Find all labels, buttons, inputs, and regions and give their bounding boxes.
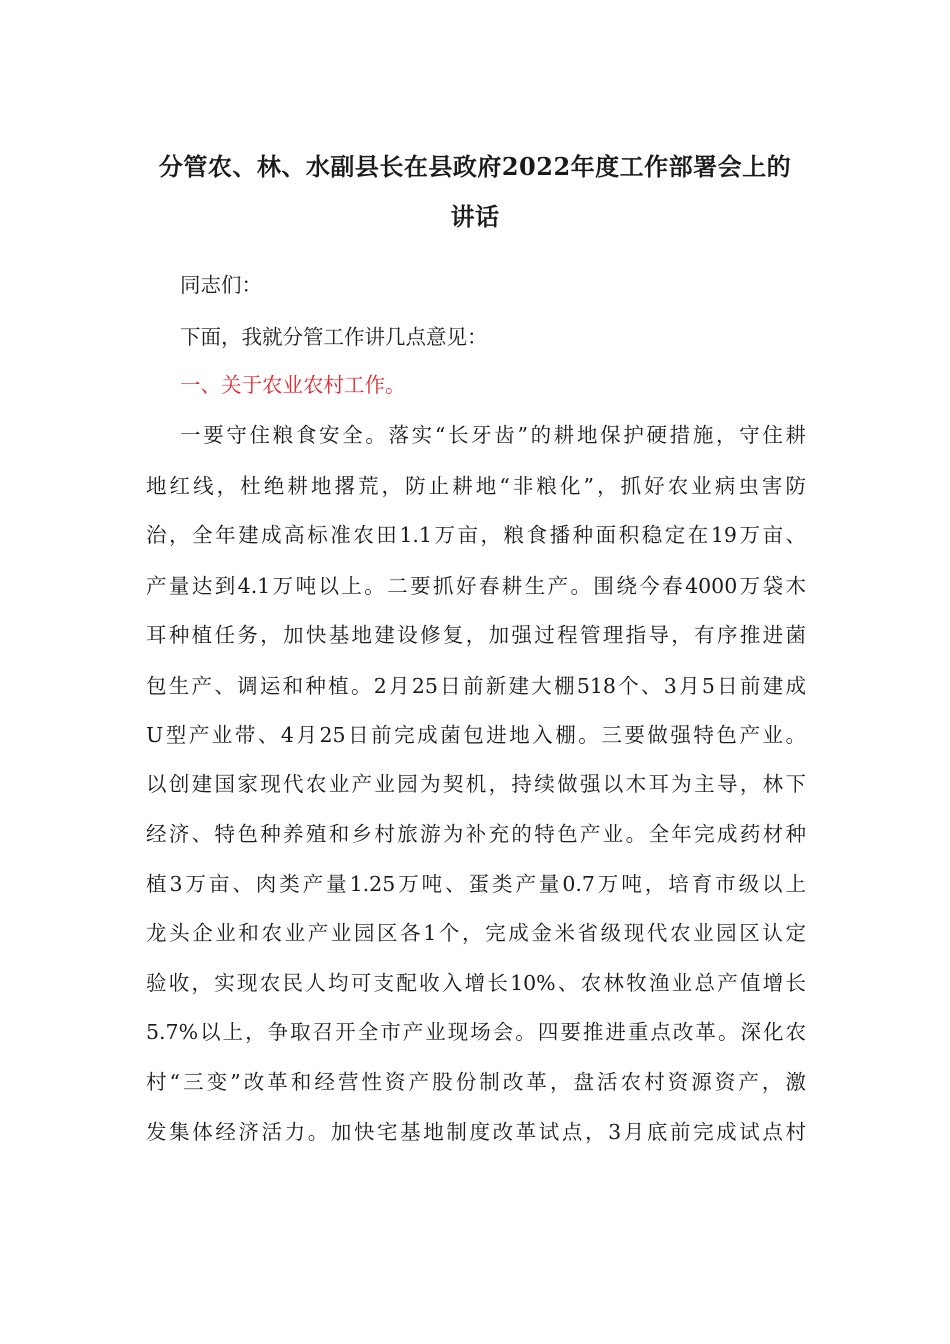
body-line: 发集体经济活力。加快宅基地制度改革试点，3月底前完成试点村 (146, 1120, 806, 1144)
salutation: 同志们： (180, 273, 262, 297)
body-line: 5.7%以上，争取召开全市产业现场会。四要推进重点改革。深化农 (146, 1020, 806, 1044)
body-line: 植3万亩、肉类产量1.25万吨、蛋类产量0.7万吨，培育市级以上 (146, 872, 806, 896)
body-line: 村“三变”改革和经营性资产股份制改革，盘活农村资源资产，激 (146, 1070, 806, 1094)
body-line: 治，全年建成高标准农田1.1万亩，粮食播种面积稳定在19万亩、 (146, 523, 806, 547)
body-line: 包生产、调运和种植。2月25日前新建大棚518个、3月5日前建成 (146, 674, 806, 698)
body-line: 产量达到4.1万吨以上。二要抓好春耕生产。围绕今春4000万袋木 (146, 574, 806, 598)
body-line: 龙头企业和农业产业园区各1个，完成金米省级现代农业园区认定 (146, 921, 806, 945)
intro-paragraph: 下面，我就分管工作讲几点意见： (180, 325, 488, 349)
document-title-line-1: 分管农、林、水副县长在县政府2022年度工作部署会上的 (158, 152, 792, 181)
body-line: 一要守住粮食安全。落实“长牙齿”的耕地保护硬措施，守住耕 (180, 423, 806, 447)
body-line: 地红线，杜绝耕地撂荒，防止耕地“非粮化”，抓好农业病虫害防 (146, 474, 806, 498)
body-line: 以创建国家现代农业产业园为契机，持续做强以木耳为主导，林下 (146, 772, 806, 796)
body-line: 经济、特色种养殖和乡村旅游为补充的特色产业。全年完成药材种 (146, 822, 806, 846)
document-title-line-2: 讲话 (450, 202, 500, 231)
section-heading: 一、关于农业农村工作。 (180, 373, 406, 397)
body-line: 验收，实现农民人均可支配收入增长10%、农林牧渔业总产值增长 (146, 971, 806, 995)
body-line: 耳种植任务，加快基地建设修复，加强过程管理指导，有序推进菌 (146, 623, 806, 647)
body-line: U型产业带、4月25日前完成菌包进地入棚。三要做强特色产业。 (146, 723, 806, 747)
